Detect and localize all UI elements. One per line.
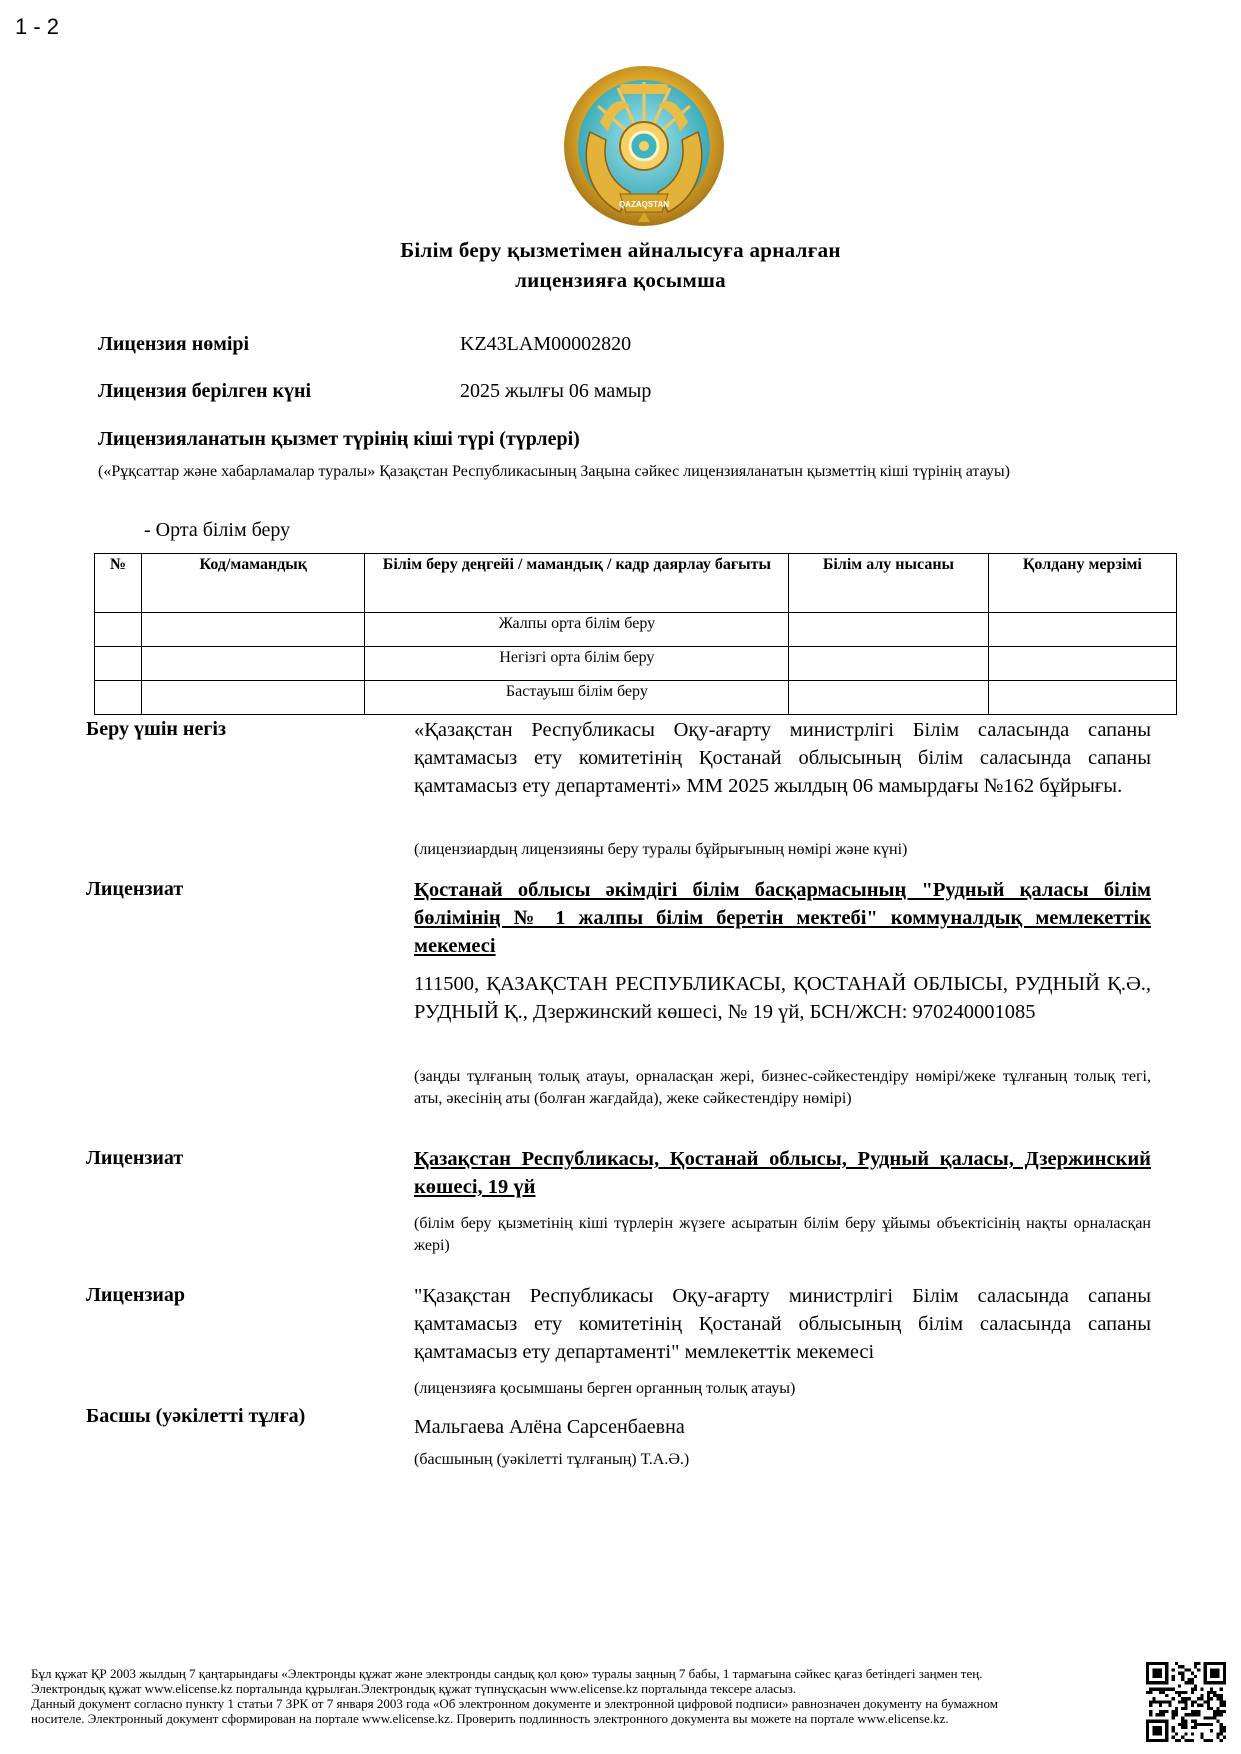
license-date-value: 2025 жылғы 06 мамыр: [460, 380, 652, 402]
licensor-note: (лицензияға қосымшаны берген органның толық атауы): [414, 1380, 796, 1397]
table-row: [95, 613, 1177, 647]
licensor-label: Лицензиар: [86, 1284, 186, 1306]
license-number-label: Лицензия нөмірі: [98, 333, 250, 355]
table-cell: [789, 647, 988, 681]
kazakhstan-state-emblem-icon: [560, 62, 728, 230]
head-value: Мальгаева Алёна Сарсенбаевна: [414, 1416, 685, 1438]
table-cell: Бастауыш білім беру: [365, 681, 789, 715]
table-cell: Жалпы орта білім беру: [365, 613, 789, 647]
table-cell: [988, 613, 1176, 647]
licensed-activities-table: [94, 553, 1177, 715]
table-cell: [142, 647, 365, 681]
basis-label: Беру үшін негіз: [86, 718, 226, 740]
qr-code-icon: [1146, 1662, 1226, 1742]
table-cell: Негізгі орта білім беру: [365, 647, 789, 681]
basis-note: (лицензиардың лицензияны беру туралы бұйрығының нөмірі және күні): [414, 841, 908, 858]
footer-legal-notice: [31, 1666, 1141, 1726]
licensee-location-value: Қазақстан Республикасы, Қостанай облысы, Рудный қаласы, Дзержинский көшесі, 19 үй: [414, 1148, 1151, 1198]
footer-line: носителе. Электронный документ сформирован на портале www.elicense.kz. Проверить подлинность электронного документа вы можете на портале www.elicense.kz.: [31, 1711, 949, 1726]
license-number-value: KZ43LAM00002820: [460, 333, 632, 355]
licensor-value: "Қазақстан Республикасы Оқу-ағарту министрлігі Білім саласында сапаны қамтамасыз ету комитетінің Қостанай облысының білім саласында сапаны қамтамасыз ету департаменті" мемлекеттік мекемесі: [414, 1285, 1151, 1363]
license-date-label: Лицензия берілген күні: [98, 380, 312, 402]
subtype-item: - Орта білім беру: [144, 519, 291, 541]
licensee-location-note: (білім беру қызметінің кіші түрлерін жүзеге асыратын білім беру ұйымы объектісінің нақты орналасқан жері): [414, 1215, 1151, 1254]
licensee-address: 111500, ҚАЗАҚСТАН РЕСПУБЛИКАСЫ, ҚОСТАНАЙ ОБЛЫСЫ, РУДНЫЙ Қ.Ә., РУДНЫЙ Қ., Дзержинский көшесі, № 19 үй, БСН/ЖСН: 970240001085: [414, 973, 1151, 1023]
table-cell: [95, 681, 142, 715]
table-row: [95, 647, 1177, 681]
table-cell: [789, 613, 988, 647]
table-header-code: Код/мамандық: [142, 554, 365, 613]
licensee-location-label: Лицензиат: [86, 1147, 184, 1169]
footer-line: Данный документ согласно пункту 1 статьи 7 ЗРК от 7 января 2003 года «Об электронном документе и электронной цифровой подписи» равнозначен документу на бумажном: [31, 1696, 998, 1711]
table-row: [95, 681, 1177, 715]
table-cell: [789, 681, 988, 715]
table-cell: [988, 681, 1176, 715]
table-header-validity: Қолдану мерзімі: [988, 554, 1176, 613]
footer-line: Электрондық құжат www.elicense.kz порталында құрылған.Электрондық құжат түпнұсқасын www.elicense.kz порталында тексере аласыз.: [31, 1681, 797, 1696]
table-header-level: Білім беру деңгейі / мамандық / кадр даярлау бағыты: [365, 554, 789, 613]
table-cell: [988, 647, 1176, 681]
table-header-number: №: [95, 554, 142, 613]
table-header-form: Білім алу нысаны: [789, 554, 988, 613]
licensee-note: (заңды тұлғаның толық атауы, орналасқан жері, бизнес-сәйкестендіру нөмірі/жеке тұлғаның толық тегі, аты, әкесінің аты (болған жағдайда), жеке сәйкестендіру нөмірі): [414, 1068, 1151, 1107]
basis-value: «Қазақстан Республикасы Оқу-ағарту министрлігі Білім саласында сапаны қамтамасыз ету комитетінің Қостанай облысының білім саласында сапаны қамтамасыз ету департаменті» ММ 2025 жылдың 06 мамырдағы №162 бұйрығы.: [414, 719, 1151, 797]
table-header-row: [95, 554, 1177, 613]
table-cell: [95, 647, 142, 681]
table-cell: [142, 681, 365, 715]
head-note: (басшының (уәкілетті тұлғаның) Т.А.Ә.): [414, 1451, 690, 1468]
emblem-inscription: QAZAQSTAN: [618, 200, 670, 209]
subtype-heading: Лицензияланатын қызмет түрінің кіші түрі (түрлері): [98, 428, 580, 450]
footer-line: Бұл құжат ҚР 2003 жылдың 7 қаңтарындағы «Электронды құжат және электронды сандық қол қою» туралы заңның 7 бабы, 1 тармағына сәйкес қағаз бетіндегі заңмен тең.: [31, 1666, 983, 1681]
licensee-name: Қостанай облысы әкімдігі білім басқармасының "Рудный қаласы білім бөлімінің № 1 жалпы білім беретін мектебі" коммуналдық мемлекеттік мекемесі: [414, 879, 1151, 957]
table-cell: [142, 613, 365, 647]
subtype-note: («Рұқсаттар және хабарламалар туралы» Қазақстан Республикасының Заңына сәйкес лицензияланатын қызметтің кіші түрінің атауы): [98, 463, 1010, 480]
page-number: 1 - 2: [15, 14, 60, 39]
table-cell: [95, 613, 142, 647]
document-title-line2: лицензияға қосымша: [515, 268, 726, 292]
head-label: Басшы (уәкілетті тұлға): [86, 1405, 306, 1427]
document-title-line1: Білім беру қызметімен айналысуға арналған: [400, 238, 841, 262]
licensee-label: Лицензиат: [86, 878, 184, 900]
